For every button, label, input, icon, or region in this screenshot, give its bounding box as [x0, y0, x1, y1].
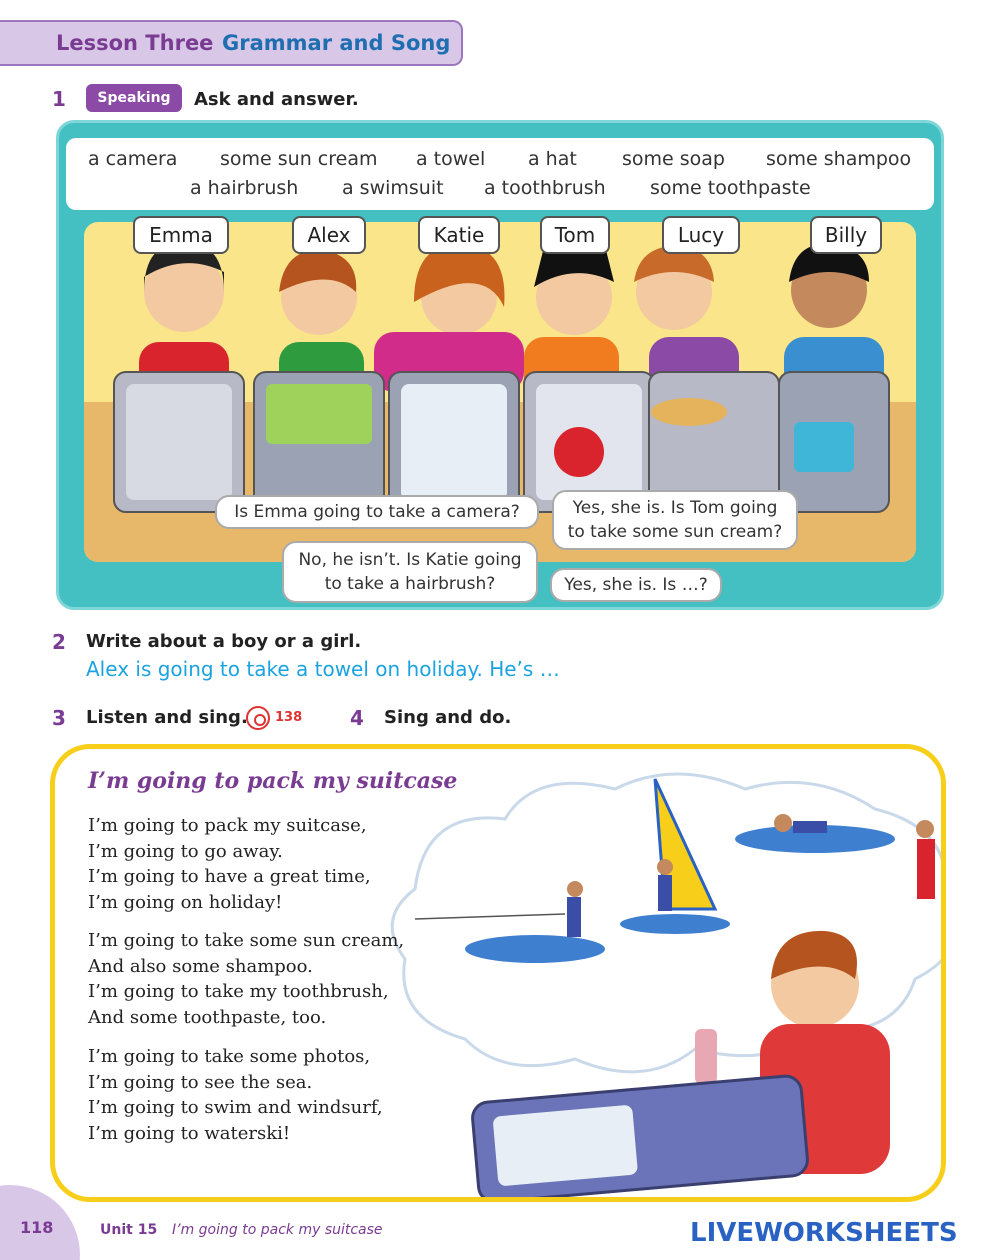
word-item: some shampoo: [766, 148, 912, 170]
word-item: some toothpaste: [650, 177, 811, 199]
speaking-badge: Speaking: [86, 84, 182, 112]
lyric-line: I’m going on holiday!: [88, 892, 283, 914]
speech-bubble: Yes, she is. Is …?: [550, 568, 722, 602]
exercise-2-instruction: Write about a boy or a girl.: [86, 631, 362, 652]
suitcase: [254, 372, 384, 512]
song-stanza: [88, 1044, 383, 1147]
lesson-header: [0, 20, 463, 66]
name-tag: Katie: [418, 216, 500, 254]
unit-label: Unit 15: [100, 1222, 158, 1238]
exercise-2-number: 2: [52, 630, 66, 654]
name-tag: Lucy: [662, 216, 740, 254]
word-item: some sun cream: [220, 148, 378, 170]
example-sentence: Alex is going to take a towel on holiday. He’s …: [86, 657, 560, 681]
song-stanza: [88, 928, 404, 1031]
word-item: some soap: [622, 148, 725, 170]
lyric-line: And some toothpaste, too.: [88, 1007, 327, 1029]
suitcase: [389, 372, 519, 512]
word-box: [66, 138, 934, 210]
lyric-line: I’m going to take my toothbrush,: [88, 981, 389, 1003]
lyric-line: I’m going to pack my suitcase,: [88, 815, 367, 836]
lyric-line: I’m going to go away.: [88, 840, 283, 862]
suitcase: [114, 372, 244, 512]
lyric-line: I’m going to waterski!: [88, 1123, 291, 1145]
lyric-line: I’m going to swim and windsurf,: [88, 1097, 383, 1119]
child-figure: [374, 244, 524, 392]
word-item: a swimsuit: [342, 177, 444, 199]
speech-bubble: No, he isn’t. Is Katie going to take a hairbrush?: [282, 541, 538, 603]
audio-track-number: 138: [275, 710, 303, 725]
unit-title: I’m going to pack my suitcase: [172, 1222, 383, 1238]
word-item: a towel: [416, 148, 486, 170]
name-tag: Emma: [133, 216, 229, 254]
lyric-line: I’m going to take some photos,: [88, 1046, 371, 1067]
word-item: a hat: [528, 148, 577, 170]
name-tag: Tom: [540, 216, 610, 254]
lyric-line: And also some shampoo.: [88, 955, 313, 977]
word-item: a toothbrush: [484, 177, 606, 199]
word-item: a camera: [88, 148, 178, 170]
speech-bubble: Yes, she is. Is Tom going to take some sun cream?: [552, 490, 798, 550]
lyric-line: I’m going to have a great time,: [88, 866, 371, 888]
exercise-4-instruction: Sing and do.: [384, 707, 512, 728]
lyric-line: I’m going to take some sun cream,: [88, 930, 405, 951]
exercise-3-number: 3: [52, 706, 66, 730]
word-item: a hairbrush: [190, 177, 299, 199]
lesson-topic: Grammar and Song: [222, 31, 451, 55]
song-stanza: [88, 813, 371, 916]
liveworksheets-logo: LIVEWORKSHEETS: [690, 1218, 958, 1248]
speech-bubble: Is Emma going to take a camera?: [215, 495, 539, 529]
name-tag: Billy: [810, 216, 882, 254]
suitcase: [779, 372, 889, 512]
lyric-line: I’m going to see the sea.: [88, 1071, 313, 1093]
audio-cd-icon[interactable]: [246, 706, 270, 730]
name-tag: Alex: [292, 216, 366, 254]
page-number: 118: [20, 1218, 54, 1237]
song-title: I’m going to pack my suitcase: [88, 768, 458, 794]
exercise-1-number: 1: [52, 87, 66, 111]
exercise-1-instruction: Ask and answer.: [194, 89, 359, 110]
exercise-4-number: 4: [350, 706, 364, 730]
lesson-label: Lesson Three: [56, 31, 214, 55]
exercise-3-instruction: Listen and sing.: [86, 707, 248, 728]
